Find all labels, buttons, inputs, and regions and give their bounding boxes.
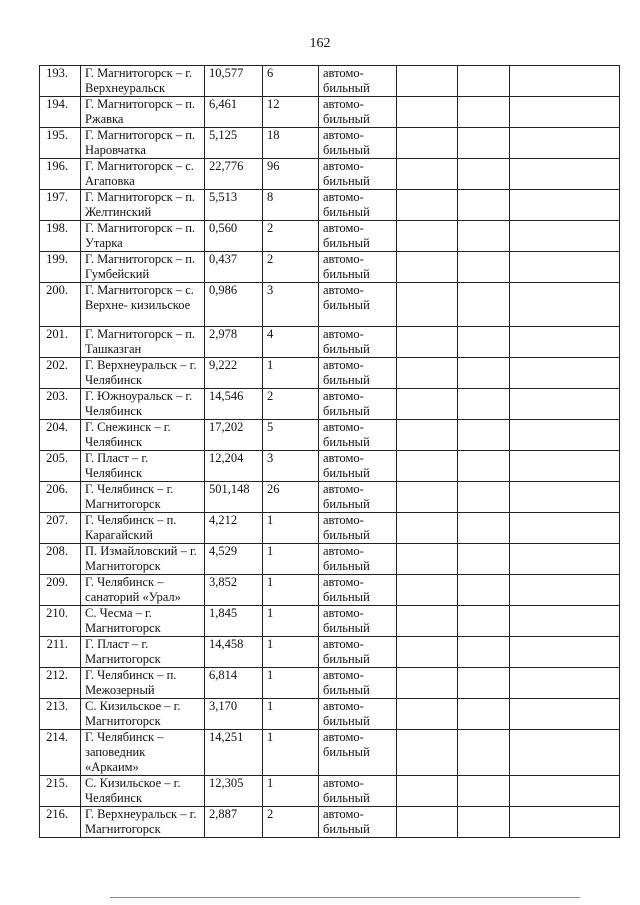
empty-cell (458, 283, 510, 327)
table-row (40, 730, 620, 776)
route-count-cell: 1 (263, 637, 319, 668)
row-number-cell: 208. (40, 544, 81, 575)
transport-type-cell: автомо- бильный (319, 807, 397, 838)
route-count-cell: 8 (263, 190, 319, 221)
empty-cell (397, 252, 458, 283)
table-row (40, 575, 620, 606)
transport-type-cell: автомо- бильный (319, 358, 397, 389)
empty-cell (397, 358, 458, 389)
table-row (40, 66, 620, 97)
route-count-cell: 1 (263, 575, 319, 606)
route-name-cell: Г. Пласт – г. Магнитогорск (81, 637, 205, 668)
empty-cell (397, 513, 458, 544)
table-row (40, 97, 620, 128)
empty-cell (510, 66, 620, 97)
route-count-cell: 2 (263, 252, 319, 283)
empty-cell (397, 159, 458, 190)
route-name-cell: С. Кизильское – г. Челябинск (81, 776, 205, 807)
table-row (40, 389, 620, 420)
route-name-cell: Г. Южноуральск – г. Челябинск (81, 389, 205, 420)
route-count-cell: 18 (263, 128, 319, 159)
row-number-cell: 213. (40, 699, 81, 730)
table-row (40, 637, 620, 668)
transport-type-cell: автомо- бильный (319, 451, 397, 482)
route-length-cell: 3,852 (205, 575, 263, 606)
row-number-cell: 210. (40, 606, 81, 637)
transport-type-cell: автомо- бильный (319, 252, 397, 283)
table-row (40, 544, 620, 575)
empty-cell (510, 730, 620, 776)
route-name-cell: Г. Снежинск – г. Челябинск (81, 420, 205, 451)
empty-cell (397, 128, 458, 159)
route-name-cell: Г. Магнитогорск – п. Наровчатка (81, 128, 205, 159)
transport-type-cell: автомо- бильный (319, 159, 397, 190)
transport-type-cell: автомо- бильный (319, 668, 397, 699)
empty-cell (458, 252, 510, 283)
table-row (40, 190, 620, 221)
empty-cell (510, 776, 620, 807)
table-row (40, 776, 620, 807)
row-number-cell: 215. (40, 776, 81, 807)
empty-cell (397, 97, 458, 128)
empty-cell (510, 389, 620, 420)
route-name-cell: Г. Челябинск – п. Межозерный (81, 668, 205, 699)
route-count-cell: 3 (263, 283, 319, 327)
empty-cell (458, 159, 510, 190)
transport-type-cell: автомо- бильный (319, 699, 397, 730)
transport-type-cell: автомо- бильный (319, 66, 397, 97)
row-number-cell: 205. (40, 451, 81, 482)
routes-table-body (40, 66, 620, 838)
route-length-cell: 4,212 (205, 513, 263, 544)
route-length-cell: 2,887 (205, 807, 263, 838)
empty-cell (510, 327, 620, 358)
empty-cell (397, 482, 458, 513)
route-length-cell: 1,845 (205, 606, 263, 637)
table-row (40, 606, 620, 637)
route-name-cell: Г. Магнитогорск – п. Ржавка (81, 97, 205, 128)
row-number-cell: 211. (40, 637, 81, 668)
table-row (40, 699, 620, 730)
empty-cell (397, 190, 458, 221)
route-length-cell: 2,978 (205, 327, 263, 358)
empty-cell (397, 807, 458, 838)
route-length-cell: 6,461 (205, 97, 263, 128)
route-name-cell: Г. Магнитогорск – г. Верхнеуральск (81, 66, 205, 97)
route-name-cell: Г. Верхнеуральск – г. Челябинск (81, 358, 205, 389)
route-count-cell: 12 (263, 97, 319, 128)
empty-cell (510, 606, 620, 637)
empty-cell (510, 283, 620, 327)
empty-cell (458, 66, 510, 97)
route-count-cell: 6 (263, 66, 319, 97)
table-row (40, 668, 620, 699)
empty-cell (510, 221, 620, 252)
empty-cell (397, 730, 458, 776)
empty-cell (458, 420, 510, 451)
empty-cell (510, 513, 620, 544)
empty-cell (510, 97, 620, 128)
empty-cell (458, 358, 510, 389)
table-row (40, 159, 620, 190)
route-length-cell: 14,458 (205, 637, 263, 668)
row-number-cell: 199. (40, 252, 81, 283)
route-name-cell: Г. Магнитогорск – п. Желтинский (81, 190, 205, 221)
row-number-cell: 207. (40, 513, 81, 544)
empty-cell (510, 668, 620, 699)
route-length-cell: 3,170 (205, 699, 263, 730)
empty-cell (397, 221, 458, 252)
route-count-cell: 1 (263, 668, 319, 699)
route-count-cell: 3 (263, 451, 319, 482)
route-name-cell: Г. Челябинск – г. Магнитогорск (81, 482, 205, 513)
route-length-cell: 0,986 (205, 283, 263, 327)
empty-cell (397, 668, 458, 699)
row-number-cell: 206. (40, 482, 81, 513)
route-length-cell: 14,546 (205, 389, 263, 420)
row-number-cell: 209. (40, 575, 81, 606)
empty-cell (458, 327, 510, 358)
empty-cell (458, 807, 510, 838)
route-length-cell: 12,204 (205, 451, 263, 482)
route-length-cell: 5,125 (205, 128, 263, 159)
route-name-cell: Г. Магнитогорск – п. Утарка (81, 221, 205, 252)
empty-cell (397, 66, 458, 97)
route-count-cell: 2 (263, 221, 319, 252)
route-count-cell: 1 (263, 544, 319, 575)
transport-type-cell: автомо- бильный (319, 190, 397, 221)
transport-type-cell: автомо- бильный (319, 575, 397, 606)
route-name-cell: С. Чесма – г. Магнитогорск (81, 606, 205, 637)
row-number-cell: 193. (40, 66, 81, 97)
empty-cell (510, 159, 620, 190)
empty-cell (397, 575, 458, 606)
empty-cell (397, 451, 458, 482)
transport-type-cell: автомо- бильный (319, 420, 397, 451)
table-row (40, 482, 620, 513)
empty-cell (458, 451, 510, 482)
route-name-cell: С. Кизильское – г. Магнитогорск (81, 699, 205, 730)
empty-cell (397, 699, 458, 730)
transport-type-cell: автомо- бильный (319, 97, 397, 128)
route-count-cell: 4 (263, 327, 319, 358)
transport-type-cell: автомо- бильный (319, 128, 397, 159)
empty-cell (510, 128, 620, 159)
route-count-cell: 1 (263, 730, 319, 776)
route-count-cell: 26 (263, 482, 319, 513)
empty-cell (510, 358, 620, 389)
transport-type-cell: автомо- бильный (319, 482, 397, 513)
row-number-cell: 196. (40, 159, 81, 190)
empty-cell (510, 637, 620, 668)
transport-type-cell: автомо- бильный (319, 327, 397, 358)
transport-type-cell: автомо- бильный (319, 513, 397, 544)
table-row (40, 327, 620, 358)
route-count-cell: 1 (263, 776, 319, 807)
empty-cell (458, 128, 510, 159)
route-name-cell: П. Измайловский – г. Магнитогорск (81, 544, 205, 575)
page-number: 162 (309, 36, 331, 51)
row-number-cell: 195. (40, 128, 81, 159)
route-name-cell: Г. Магнитогорск – с. Верхне- кизильское (81, 283, 205, 327)
empty-cell (510, 699, 620, 730)
route-count-cell: 2 (263, 389, 319, 420)
table-row (40, 128, 620, 159)
transport-type-cell: автомо- бильный (319, 221, 397, 252)
routes-table (39, 65, 620, 838)
empty-cell (510, 252, 620, 283)
empty-cell (458, 606, 510, 637)
route-length-cell: 17,202 (205, 420, 263, 451)
transport-type-cell: автомо- бильный (319, 776, 397, 807)
row-number-cell: 197. (40, 190, 81, 221)
table-row (40, 358, 620, 389)
route-length-cell: 10,577 (205, 66, 263, 97)
empty-cell (510, 420, 620, 451)
route-length-cell: 501,148 (205, 482, 263, 513)
transport-type-cell: автомо- бильный (319, 606, 397, 637)
table-row (40, 221, 620, 252)
route-length-cell: 6,814 (205, 668, 263, 699)
row-number-cell: 198. (40, 221, 81, 252)
row-number-cell: 212. (40, 668, 81, 699)
footer-rule (110, 897, 580, 898)
route-count-cell: 2 (263, 807, 319, 838)
route-name-cell: Г. Челябинск – п. Карагайский (81, 513, 205, 544)
route-length-cell: 14,251 (205, 730, 263, 776)
empty-cell (458, 190, 510, 221)
route-name-cell: Г. Магнитогорск – п. Гумбейский (81, 252, 205, 283)
transport-type-cell: автомо- бильный (319, 389, 397, 420)
transport-type-cell: автомо- бильный (319, 730, 397, 776)
row-number-cell: 201. (40, 327, 81, 358)
empty-cell (458, 221, 510, 252)
table-row (40, 283, 620, 327)
route-length-cell: 4,529 (205, 544, 263, 575)
route-length-cell: 0,560 (205, 221, 263, 252)
empty-cell (458, 97, 510, 128)
route-length-cell: 5,513 (205, 190, 263, 221)
route-name-cell: Г. Челябинск – заповедник «Аркаим» (81, 730, 205, 776)
transport-type-cell: автомо- бильный (319, 283, 397, 327)
empty-cell (458, 575, 510, 606)
route-name-cell: Г. Пласт – г. Челябинск (81, 451, 205, 482)
empty-cell (397, 389, 458, 420)
empty-cell (510, 451, 620, 482)
empty-cell (458, 637, 510, 668)
empty-cell (510, 482, 620, 513)
row-number-cell: 204. (40, 420, 81, 451)
empty-cell (510, 807, 620, 838)
empty-cell (510, 575, 620, 606)
route-count-cell: 1 (263, 606, 319, 637)
route-length-cell: 12,305 (205, 776, 263, 807)
empty-cell (397, 283, 458, 327)
table-row (40, 807, 620, 838)
empty-cell (397, 637, 458, 668)
route-length-cell: 9,222 (205, 358, 263, 389)
empty-cell (458, 513, 510, 544)
table-row (40, 451, 620, 482)
transport-type-cell: автомо- бильный (319, 637, 397, 668)
transport-type-cell: автомо- бильный (319, 544, 397, 575)
route-length-cell: 22,776 (205, 159, 263, 190)
row-number-cell: 203. (40, 389, 81, 420)
empty-cell (510, 544, 620, 575)
empty-cell (458, 544, 510, 575)
route-count-cell: 96 (263, 159, 319, 190)
route-name-cell: Г. Верхнеуральск – г. Магнитогорск (81, 807, 205, 838)
route-name-cell: Г. Магнитогорск – п. Ташказган (81, 327, 205, 358)
empty-cell (458, 668, 510, 699)
route-count-cell: 1 (263, 699, 319, 730)
row-number-cell: 200. (40, 283, 81, 327)
route-name-cell: Г. Магнитогорск – с. Агаповка (81, 159, 205, 190)
table-row (40, 252, 620, 283)
empty-cell (397, 544, 458, 575)
empty-cell (397, 420, 458, 451)
empty-cell (458, 389, 510, 420)
row-number-cell: 194. (40, 97, 81, 128)
empty-cell (397, 327, 458, 358)
empty-cell (458, 699, 510, 730)
route-count-cell: 5 (263, 420, 319, 451)
table-row (40, 513, 620, 544)
empty-cell (397, 776, 458, 807)
empty-cell (397, 606, 458, 637)
empty-cell (510, 190, 620, 221)
route-count-cell: 1 (263, 513, 319, 544)
route-name-cell: Г. Челябинск – санаторий «Урал» (81, 575, 205, 606)
empty-cell (458, 776, 510, 807)
table-row (40, 420, 620, 451)
route-length-cell: 0,437 (205, 252, 263, 283)
empty-cell (458, 730, 510, 776)
row-number-cell: 202. (40, 358, 81, 389)
row-number-cell: 214. (40, 730, 81, 776)
row-number-cell: 216. (40, 807, 81, 838)
empty-cell (458, 482, 510, 513)
route-count-cell: 1 (263, 358, 319, 389)
